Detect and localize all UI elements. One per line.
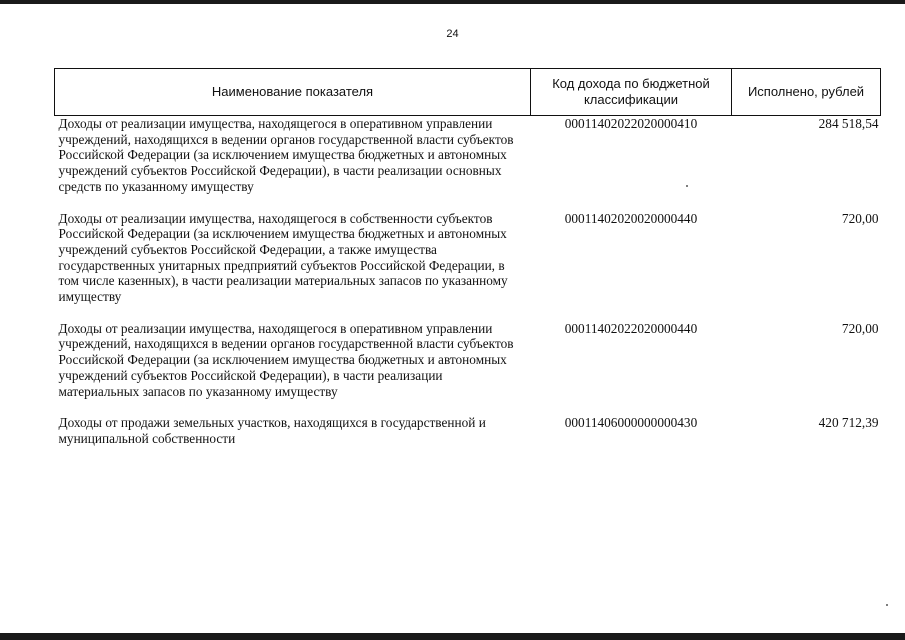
scan-top-edge [0, 0, 905, 4]
row-name: Доходы от продажи земельных участков, находящихся в государственной и муниципальной собственности [58, 415, 486, 446]
row-amount: 720,00 [841, 320, 879, 336]
page-number: 24 [446, 28, 459, 40]
table-row [55, 415, 881, 446]
scan-speck [886, 604, 888, 606]
row-code: 00011402022020000440 [564, 320, 698, 336]
table-row [55, 211, 881, 321]
table-row [55, 321, 881, 416]
row-amount: 420 712,39 [818, 415, 879, 431]
scan-speck [686, 185, 688, 187]
header-code: Код дохода по бюджетной классификации [531, 69, 732, 116]
header-amount: Исполнено, рублей [732, 69, 881, 116]
row-name: Доходы от реализации имущества, находящегося в оперативном управлении учреждений, находящихся в ведении органов государственной власти субъектов Российской Федерации (за исключением имущества бюджетных и автономных учреждений субъектов Российской Федерации), в части реализации основных средств по указанному имуществу [58, 116, 514, 194]
row-amount: 720,00 [841, 210, 879, 226]
row-name: Доходы от реализации имущества, находящегося в собственности субъектов Российской Федерации (за исключением имущества бюджетных и автономных учреждений субъектов Российской Федерации, а также имущества государственных унитарных предприятий субъектов Российской Федерации, в том числе казенных), в части реализации материальных запасов по указанному имуществу [58, 210, 508, 305]
table-header-row [55, 69, 881, 116]
row-name: Доходы от реализации имущества, находящегося в оперативном управлении учреждений, находящихся в ведении органов государственной власти субъектов Российской Федерации (за исключением имущества бюджетных и автономных учреждений субъектов Российской Федерации), в части реализации материальных запасов по указанному имуществу [58, 320, 514, 399]
row-code: 00011402020020000440 [564, 210, 698, 226]
row-code: 00011402022020000410 [564, 116, 698, 131]
header-name: Наименование показателя [55, 69, 531, 116]
table-row [55, 116, 881, 211]
revenue-table [54, 68, 881, 447]
row-code: 00011406000000000430 [564, 415, 698, 431]
row-amount: 284 518,54 [818, 116, 879, 131]
scan-bottom-edge [0, 633, 905, 640]
